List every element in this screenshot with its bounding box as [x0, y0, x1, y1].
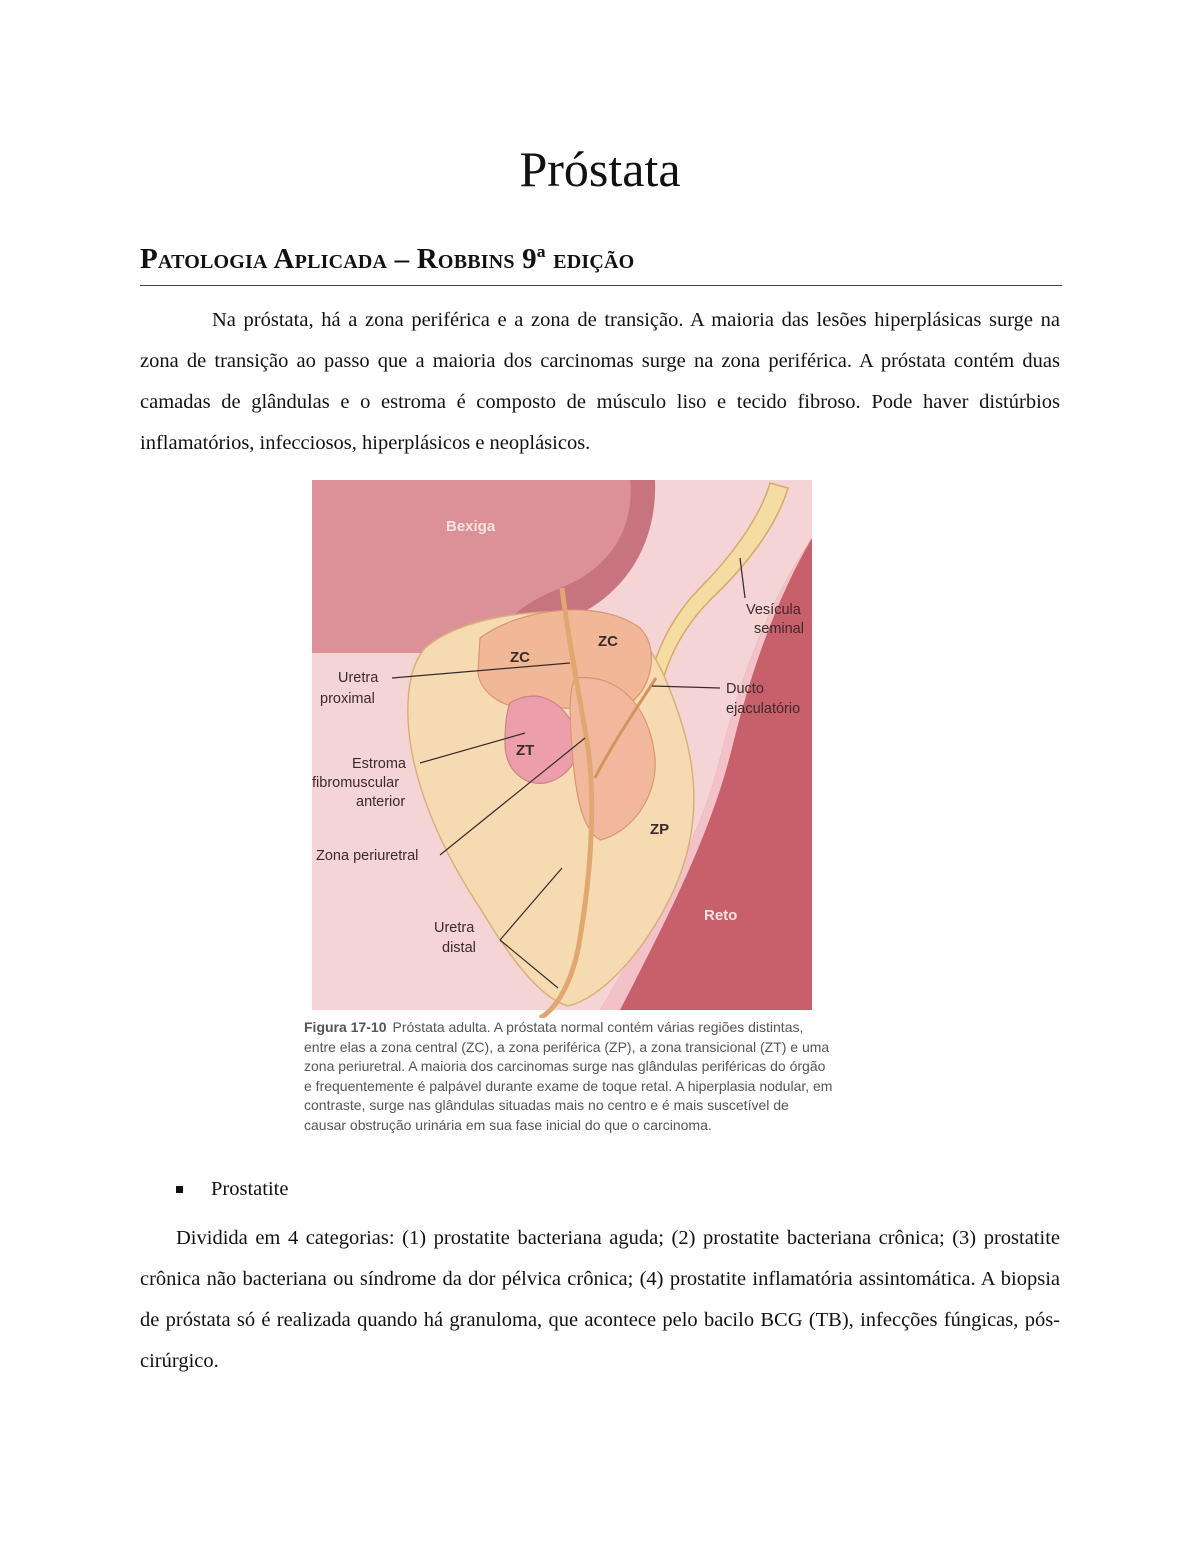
label-reto: Reto	[704, 907, 738, 924]
label-ducto-2: ejaculatório	[726, 701, 801, 717]
label-ducto-1: Ducto	[726, 681, 764, 697]
heading-divider	[140, 285, 1062, 286]
label-zp: ZP	[650, 821, 670, 838]
figure-caption	[304, 1018, 834, 1135]
bullet-item-prostatite	[176, 1178, 288, 1201]
label-zc-left: ZC	[510, 649, 530, 666]
label-vesicula-2: seminal	[754, 621, 804, 637]
label-zona-periuretral: Zona periuretral	[316, 848, 419, 864]
label-vesicula-1: Vesícula	[746, 602, 801, 618]
label-uretra-distal-1: Uretra	[434, 920, 475, 936]
label-estroma-3: anterior	[356, 794, 406, 810]
page-title: Próstata	[519, 141, 681, 197]
section-heading: Patologia Aplicada – Robbins 9ª edição	[140, 243, 635, 275]
label-zc-right: ZC	[598, 633, 618, 650]
label-zt: ZT	[516, 742, 535, 759]
prostatitis-paragraph: Dividida em 4 categorias: (1) prostatite bacteriana aguda; (2) prostatite bacteriana crônica; (3) prostatite crônica não bacteriana ou síndrome da dor pélvica crônica; (4) prostatite inflamatória assintomática. A biopsia de próstata só é realizada quando há granuloma, que acontece pelo bacilo BCG (TB), infecções fúngicas, pós-cirúrgico.	[140, 1227, 1060, 1372]
figure-number: Figura 17-10	[304, 1019, 387, 1035]
bullet-square-icon	[176, 1186, 183, 1193]
intro-paragraph: Na próstata, há a zona periférica e a zona de transição. A maioria das lesões hiperplásicas surge na zona de transição ao passo que a maioria dos carcinomas surge na zona periférica. A próstata contém duas camadas de glândulas e o estroma é composto de músculo liso e tecido fibroso. Pode haver distúrbios inflamatórios, infecciosos, hiperplásicos e neoplásicos.	[140, 309, 1060, 454]
label-estroma-1: Estroma	[352, 756, 406, 772]
label-bexiga: Bexiga	[446, 518, 496, 535]
bullet-label: Prostatite	[211, 1178, 289, 1200]
prostate-diagram	[300, 478, 840, 1018]
label-uretra-proximal-1: Uretra	[338, 670, 379, 686]
label-uretra-proximal-2: proximal	[320, 691, 375, 707]
label-uretra-distal-2: distal	[442, 940, 476, 956]
figure-caption-text: Próstata adulta. A próstata normal contém várias regiões distintas, entre elas a zona central (ZC), a zona periférica (ZP), a zona transicional (ZT) e uma zona periuretral. A maioria dos carcinomas surge nas glândulas periféricas do órgão e frequentemente é palpável durante exame de toque retal. A hiperplasia nodular, em contraste, surge nas glândulas situadas mais no centro e é mais suscetível de causar obstrução urinária em sua fase inicial do que o carcinoma.	[304, 1019, 833, 1133]
label-estroma-2: fibromuscular	[312, 775, 400, 791]
